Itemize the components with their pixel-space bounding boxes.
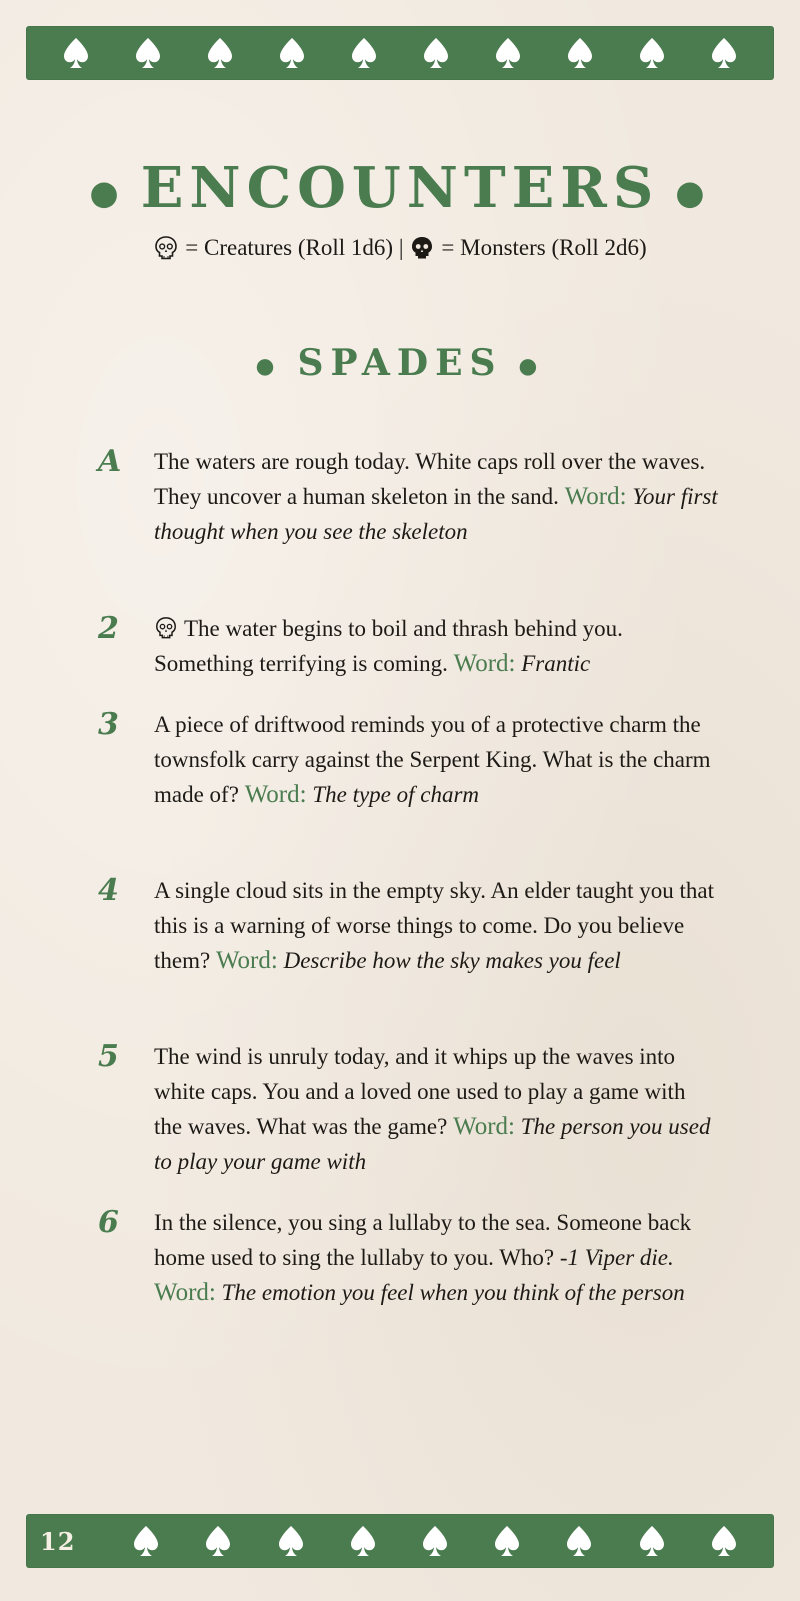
encounter-legend [0,235,800,261]
legend-monsters-text: = Monsters (Roll 2d6) [441,235,647,260]
entry-number: 4 [98,873,119,908]
spade-icon [421,36,451,70]
section-title [0,342,800,384]
encounter-entry-a [98,444,718,611]
word-prompt: Describe how the sky makes you feel [283,948,621,973]
entry-text: The wind is unruly today, and it whips up the waves into white caps. You and a loved one used to play a game with the waves. What was the game? [154,1044,686,1139]
spade-icon [420,1524,450,1558]
entry-text: A single cloud sits in the empty sky. An elder taught you that this is a warning of worse things to come. Do you believe them? [154,878,715,973]
entry-text-block [154,1039,718,1205]
spade-icon [709,1524,739,1558]
word-prompt: The emotion you feel when you think of the person [221,1280,685,1305]
spade-icon [131,1524,161,1558]
spade-icon [61,36,91,70]
entry-text: The water begins to boil and thrash behind you. Something terrifying is coming. [154,616,623,676]
entry-number: 6 [98,1205,119,1240]
page-title [0,155,800,221]
word-prompt: Your first thought when you see the skeleton [154,484,718,544]
section-title-text: SPADES [297,342,503,384]
encounter-entry-4 [98,873,718,1039]
entry-text: In the silence, you sing a lullaby to the sea. Someone back home used to sing the lullaby to you. Who? [154,1210,692,1270]
spade-icon [492,1524,522,1558]
spade-icon [276,1524,306,1558]
spade-icon [637,1524,667,1558]
entry-number: A [98,444,122,479]
entry-number: 2 [98,611,119,646]
entry-number: 5 [98,1039,119,1074]
word-prompt: Frantic [521,651,591,676]
skull-outline-icon [153,235,179,261]
encounter-entry-5 [98,1039,718,1205]
encounter-entry-3 [98,707,718,873]
word-label: Word: [215,947,278,974]
word-prompt: The person you used to play your game with [154,1114,711,1174]
spade-icon [133,36,163,70]
spade-icon [349,36,379,70]
bullet-dot-icon: ● [518,353,545,379]
entry-text-block [154,611,718,707]
spade-icon [205,36,235,70]
entry-text: A piece of driftwood reminds you of a protective charm the townsfolk carry against the Serpent King. What is the charm made of? [154,712,711,807]
skull-solid-icon [409,235,435,261]
top-decorative-band [26,26,774,80]
entry-text-block [154,1205,718,1371]
entry-text-block [154,444,718,611]
spade-icon [203,1524,233,1558]
entry-number: 3 [98,707,119,742]
spade-icon [637,36,667,70]
bottom-spade-row [110,1524,760,1558]
encounter-entry-2 [98,611,718,707]
spade-icon [348,1524,378,1558]
entry-text: The waters are rough today. White caps roll over the waves. They uncover a human skeleton in the sand. [154,449,706,509]
spade-icon [709,36,739,70]
word-label: Word: [453,1113,515,1140]
bullet-dot-icon: ● [89,172,125,213]
bottom-decorative-band [26,1514,774,1568]
word-label: Word: [453,650,516,677]
top-spade-row [40,36,760,70]
spade-icon [564,1524,594,1558]
spade-icon [277,36,307,70]
legend-creatures-text: = Creatures (Roll 1d6) | [185,235,404,260]
entry-modifier: -1 Viper die. [559,1245,674,1270]
word-label: Word: [564,483,627,510]
word-prompt: The type of charm [312,782,480,807]
word-label: Word: [244,781,307,808]
bullet-dot-icon: ● [675,172,711,213]
skull-outline-icon [154,616,178,640]
encounter-list [98,444,718,1371]
spade-icon [565,36,595,70]
entry-text-block [154,873,718,1039]
page-number: 12 [40,1526,76,1556]
bullet-dot-icon: ● [255,353,282,379]
word-label: Word: [154,1279,216,1306]
encounter-entry-6 [98,1205,718,1371]
page-title-text: ENCOUNTERS [140,155,660,221]
entry-text-block [154,707,718,873]
spade-icon [493,36,523,70]
